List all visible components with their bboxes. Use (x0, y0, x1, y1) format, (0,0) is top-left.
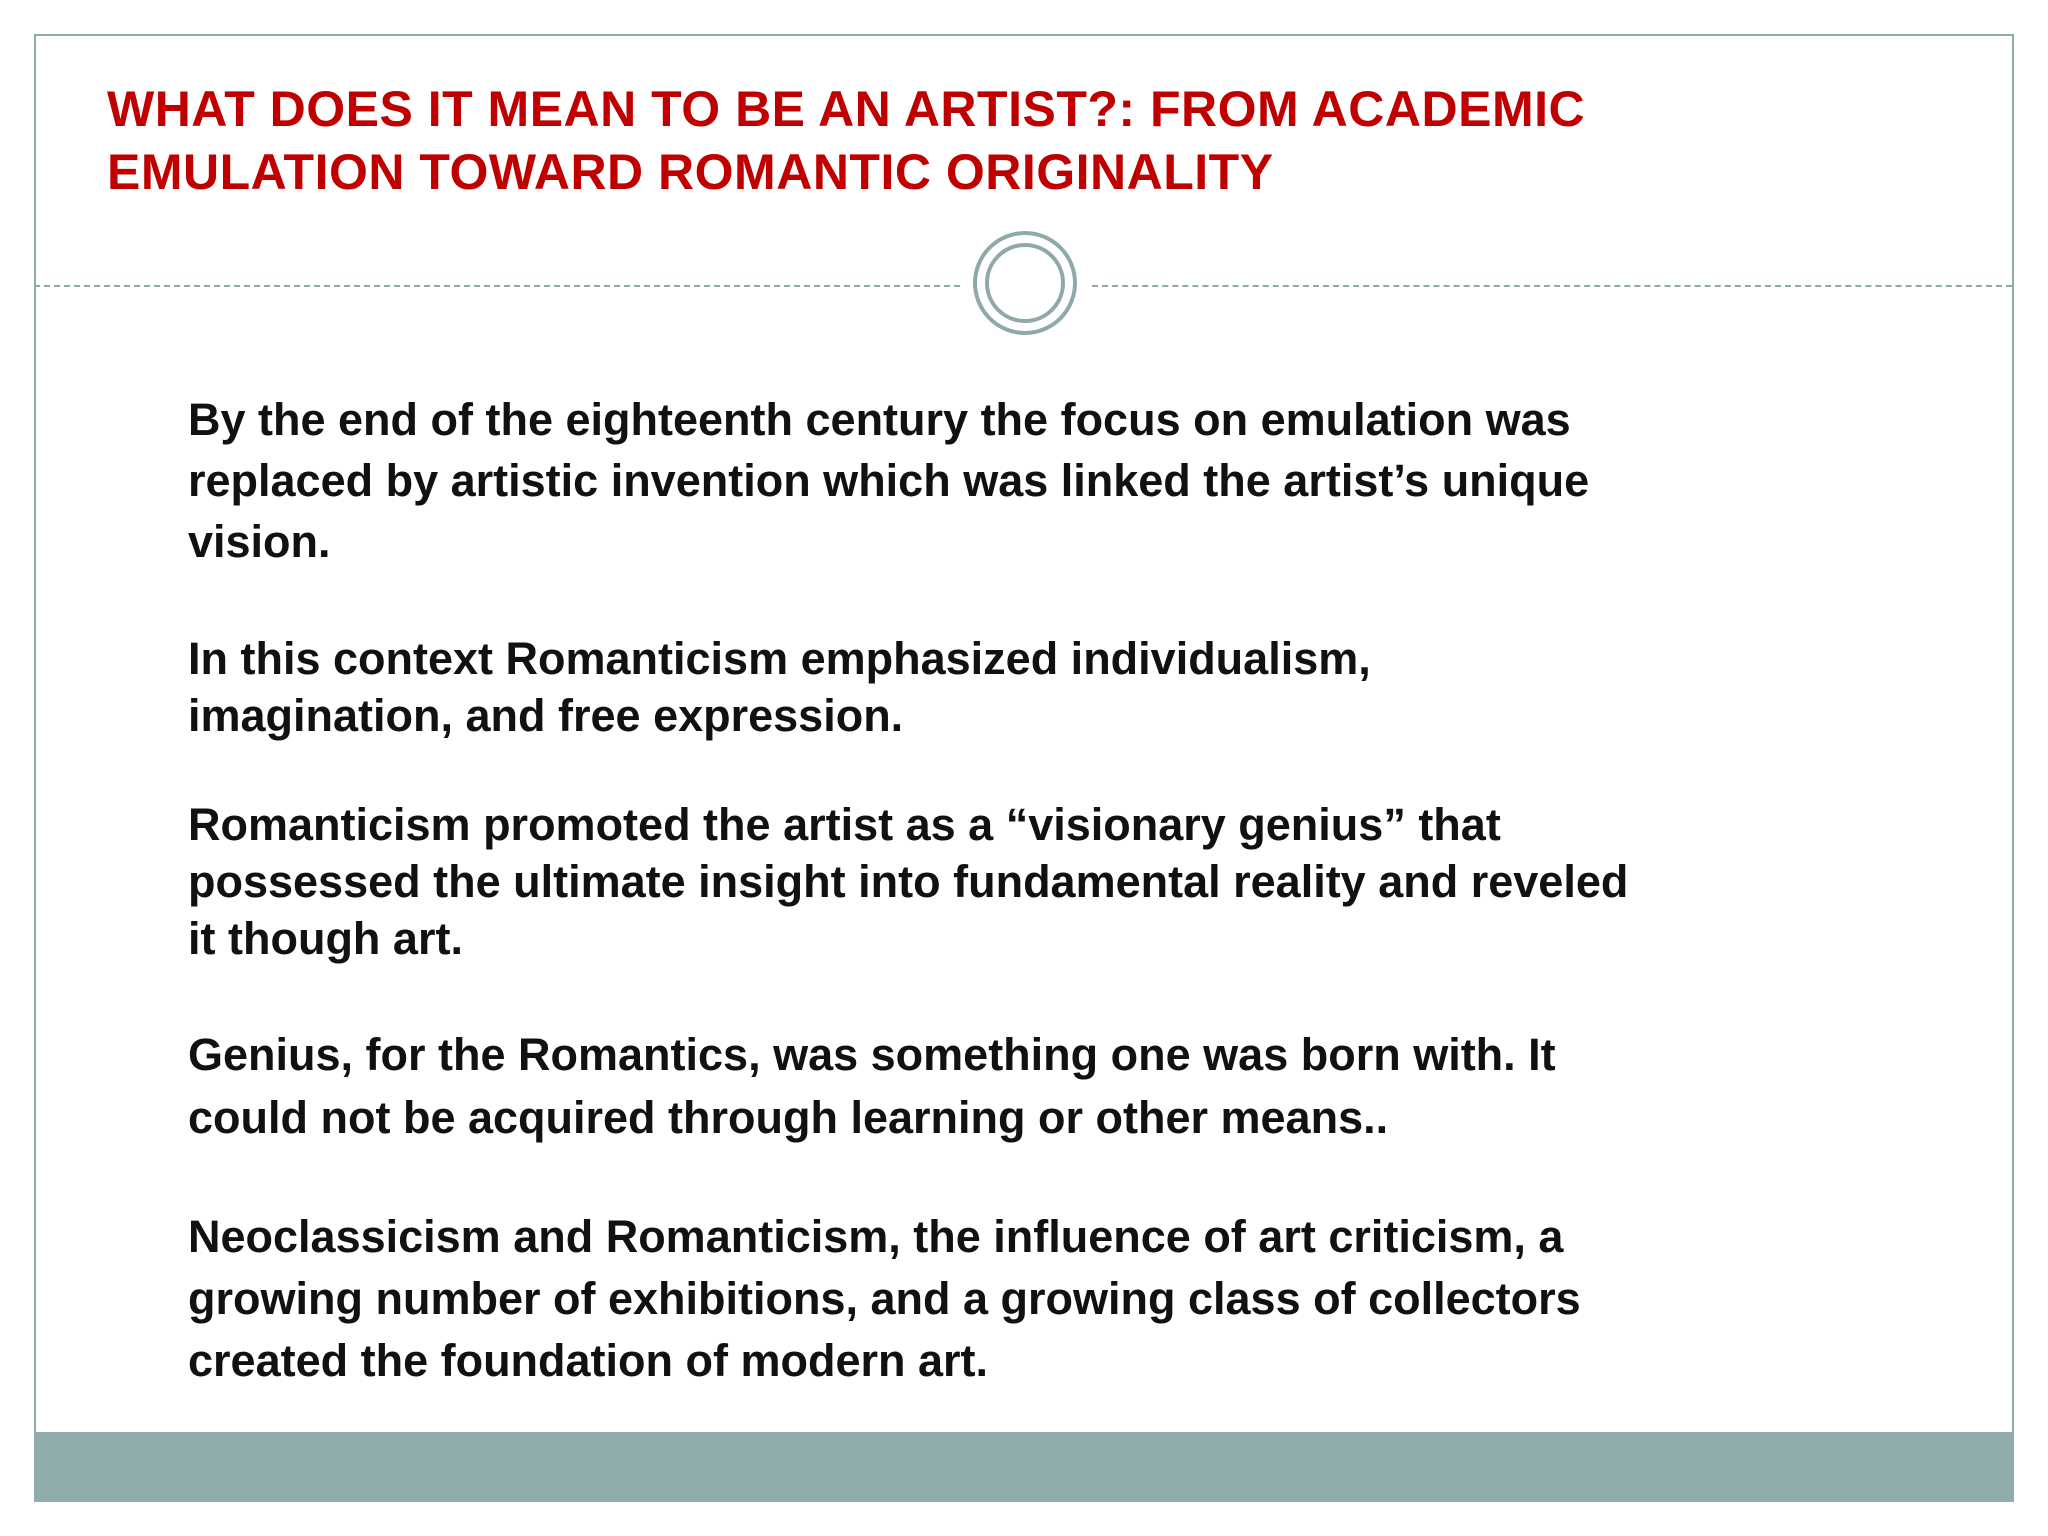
body-paragraph (188, 630, 1878, 744)
paragraph-line: created the foundation of modern art. (188, 1335, 989, 1386)
title-divider-left (34, 285, 960, 287)
paragraph-line: Romanticism promoted the artist as a “visionary genius” that (188, 799, 1501, 850)
paragraph-line: In this context Romanticism emphasized individualism, (188, 633, 1371, 684)
paragraph-line: Neoclassicism and Romanticism, the influence of art criticism, a (188, 1211, 1564, 1262)
paragraph-line: it though art. (188, 913, 463, 964)
slide-title-line: EMULATION TOWARD ROMANTIC ORIGINALITY (107, 144, 1274, 200)
paragraph-line: could not be acquired through learning or other means.. (188, 1092, 1389, 1143)
double-ring-icon (973, 231, 1077, 335)
paragraph-line: vision. (188, 516, 331, 567)
slide-title (107, 78, 1907, 204)
paragraph-line: imagination, and free expression. (188, 690, 904, 741)
paragraph-line: possessed the ultimate insight into fundamental reality and reveled (188, 856, 1629, 907)
slide-title-line: WHAT DOES IT MEAN TO BE AN ARTIST?: FROM ACADEMIC (107, 81, 1586, 137)
paragraph-line: growing number of exhibitions, and a growing class of collectors (188, 1273, 1581, 1324)
paragraph-line: Genius, for the Romantics, was something one was born with. It (188, 1029, 1556, 1080)
title-divider-right (1092, 285, 2012, 287)
body-paragraph (188, 389, 1878, 572)
paragraph-line: replaced by artistic invention which was linked the artist’s unique (188, 455, 1590, 506)
paragraph-line: By the end of the eighteenth century the focus on emulation was (188, 394, 1571, 445)
body-paragraph (188, 1023, 1878, 1149)
body-paragraph (188, 796, 1878, 967)
footer-band (34, 1432, 2014, 1502)
body-paragraph (188, 1206, 1878, 1392)
